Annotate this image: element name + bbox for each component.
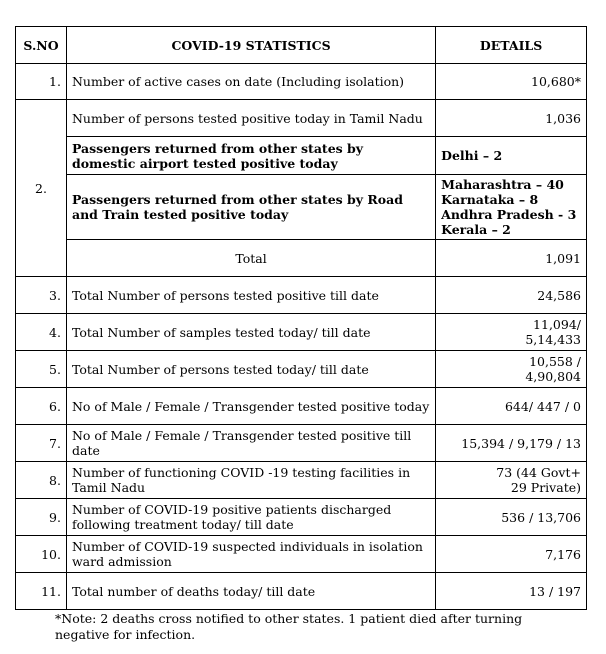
footnote: *Note: 2 deaths cross notified to other states. 1 patient died after turning negative for infection.: [55, 611, 523, 642]
row-value: 536 / 13,706: [436, 499, 587, 536]
row-value: 1,036: [436, 100, 587, 137]
row-value: [436, 351, 587, 388]
value-line: 5,14,433: [525, 332, 581, 347]
table-row: [16, 499, 587, 536]
row-number: 1.: [16, 64, 67, 100]
covid-statistics-table: [15, 26, 587, 610]
row-value: 13 / 197: [436, 573, 587, 610]
header-stat: COVID-19 STATISTICS: [66, 27, 435, 64]
row-value: Delhi – 2: [436, 137, 587, 175]
value-line: 11,094/: [533, 317, 581, 332]
table-row: [16, 64, 587, 100]
value-line: 73 (44 Govt+: [496, 465, 581, 480]
row-description: Number of active cases on date (Including isolation): [66, 64, 435, 100]
table-row: [16, 573, 587, 610]
row-value: [436, 462, 587, 499]
row-value: 10,680*: [436, 64, 587, 100]
row-description: Total: [66, 240, 435, 277]
row-description: No of Male / Female / Transgender tested positive today: [66, 388, 435, 425]
state-count: Andhra Pradesh - 3: [441, 207, 577, 222]
row-value: 7,176: [436, 536, 587, 573]
table-row: [16, 388, 587, 425]
state-count: Kerala – 2: [441, 222, 511, 237]
row-value: 15,394 / 9,179 / 13: [436, 425, 587, 462]
value-line: 29 Private): [510, 480, 581, 495]
row-description: Number of COVID-19 positive patients discharged following treatment today/ till date: [66, 499, 435, 536]
value-line: 4,90,804: [525, 369, 581, 384]
row-value: 24,586: [436, 277, 587, 314]
header-sno: S.NO: [16, 27, 67, 64]
row-description: Total number of deaths today/ till date: [66, 573, 435, 610]
row-description: Number of functioning COVID -19 testing facilities in Tamil Nadu: [66, 462, 435, 499]
row-description: No of Male / Female / Transgender tested positive till date: [66, 425, 435, 462]
row-value: [436, 175, 587, 240]
table-row: [16, 425, 587, 462]
row-description: Total Number of samples tested today/ till date: [66, 314, 435, 351]
table-row: [16, 314, 587, 351]
row-number: 2.: [16, 100, 67, 277]
state-count: Karnataka – 8: [441, 192, 539, 207]
row-number: 5.: [16, 351, 67, 388]
row-value: 644/ 447 / 0: [436, 388, 587, 425]
row-description: Number of persons tested positive today in Tamil Nadu: [66, 100, 435, 137]
row-number: 8.: [16, 462, 67, 499]
row-value: [436, 314, 587, 351]
row-number: 4.: [16, 314, 67, 351]
table-row: [16, 462, 587, 499]
table-row: [16, 137, 587, 175]
table-row: [16, 100, 587, 137]
table-row: [16, 536, 587, 573]
row-description: Total Number of persons tested today/ till date: [66, 351, 435, 388]
table-row: [16, 175, 587, 240]
row-value: 1,091: [436, 240, 587, 277]
row-number: 6.: [16, 388, 67, 425]
table-row: [16, 240, 587, 277]
state-count: Maharashtra – 40: [441, 177, 564, 192]
row-description: Total Number of persons tested positive till date: [66, 277, 435, 314]
row-number: 3.: [16, 277, 67, 314]
table-row: [16, 351, 587, 388]
table-row: [16, 277, 587, 314]
row-number: 9.: [16, 499, 67, 536]
row-description: Passengers returned from other states by Road and Train tested positive today: [66, 175, 435, 240]
row-number: 11.: [16, 573, 67, 610]
header-details: DETAILS: [436, 27, 587, 64]
value-line: 10,558 /: [529, 354, 581, 369]
row-description: Number of COVID-19 suspected individuals in isolation ward admission: [66, 536, 435, 573]
table-header-row: [16, 27, 587, 64]
row-description: Passengers returned from other states by domestic airport tested positive today: [66, 137, 435, 175]
row-number: 10.: [16, 536, 67, 573]
row-number: 7.: [16, 425, 67, 462]
